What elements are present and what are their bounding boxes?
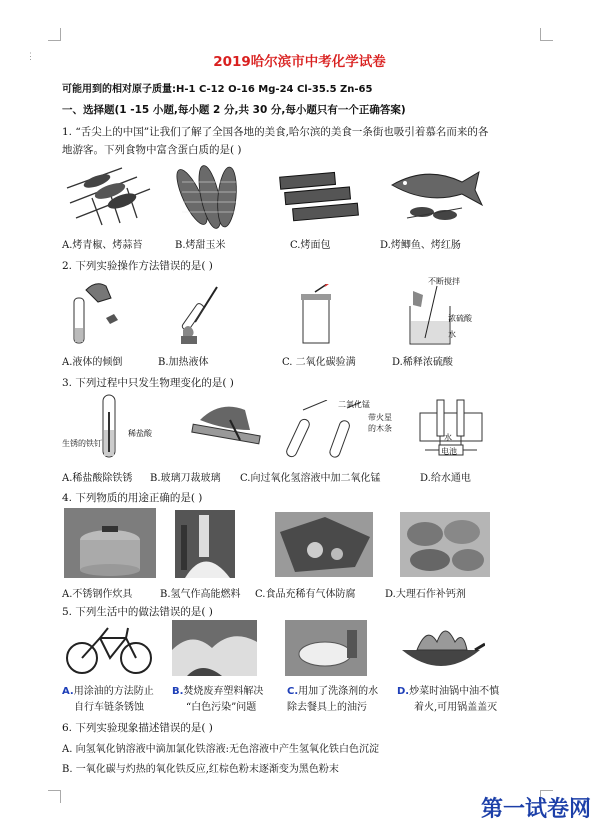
q5-option-c-text1: 用加了洗涤剂的水 <box>298 686 379 697</box>
mno2-label: 二氧化锰 <box>338 400 370 409</box>
fish-sausage-image <box>387 160 487 230</box>
wok-fire-image <box>397 620 485 678</box>
splint-label-2: 的木条 <box>368 424 392 433</box>
q6-stem: 6. 下列实验现象描述错误的是( ) <box>62 722 213 734</box>
q1-stem-line2: 地游客。下列食物中富含蛋白质的是( ) <box>62 144 242 156</box>
q5-option-d-line1 <box>397 682 499 697</box>
q5-option-b-text1: 焚烧废弃塑料解决 <box>183 686 264 697</box>
corn-image <box>172 162 247 232</box>
crop-mark-top-left <box>48 28 61 41</box>
crop-mark-bottom-left <box>48 790 61 803</box>
q4-option-b: B.氢气作高能燃料 <box>160 589 241 600</box>
q5-option-b-letter: B. <box>172 686 184 697</box>
q5-option-a-letter: A. <box>62 686 74 697</box>
splint-label-1: 带火星 <box>368 413 392 422</box>
q2-option-b: B.加热液体 <box>158 357 209 368</box>
marble-image <box>400 512 490 577</box>
q5-option-d-letter: D. <box>397 686 410 697</box>
q5-option-d-line2: 着火,可用锅盖盖灭 <box>414 702 498 713</box>
q1-option-c: C.烤面包 <box>290 240 331 251</box>
margin-dots: ⋮ <box>26 52 35 62</box>
q3-option-a: A.稀盐酸除铁锈 <box>62 473 133 484</box>
watermark-logo: 第一试卷网 <box>480 797 591 822</box>
q4-stem: 4. 下列物质的用途正确的是( ) <box>62 492 203 504</box>
battery-label: 电池 <box>441 447 457 456</box>
q1-option-d: D.烤鲫鱼、烤红肠 <box>380 240 461 251</box>
detergent-dishes-image <box>285 620 367 676</box>
q5-option-b-line1 <box>172 682 263 697</box>
q2-option-a: A.液体的倾倒 <box>62 357 123 368</box>
q2-option-d: D.稀释浓硫酸 <box>392 357 453 368</box>
q2-stem: 2. 下列实验操作方法错误的是( ) <box>62 260 213 272</box>
q3-option-d: D.给水通电 <box>420 473 471 484</box>
q5-stem: 5. 下列生活中的做法错误的是( ) <box>62 606 213 618</box>
burning-plastic-image <box>172 620 257 676</box>
co2-collection-image <box>295 284 340 346</box>
q5-option-d-text1: 炒菜时油锅中油不慎 <box>409 686 500 697</box>
packaged-food-image <box>275 512 373 577</box>
q5-option-a-line2: 自行车链条锈蚀 <box>74 702 144 713</box>
q3-option-c: C.向过氧化氢溶液中加二氧化锰 <box>240 473 381 484</box>
q4-option-d: D.大理石作补钙剂 <box>385 589 466 600</box>
water-tank-label: 水 <box>444 433 452 442</box>
pressure-cooker-image <box>64 508 156 578</box>
q4-option-c: C.食品充稀有气体防腐 <box>255 589 356 600</box>
crop-mark-top-right <box>540 28 553 41</box>
q5-option-c-line2: 除去餐具上的油污 <box>287 702 367 713</box>
water-label: 水 <box>448 330 456 339</box>
q3-option-b: B.玻璃刀裁玻璃 <box>150 473 221 484</box>
q1-option-b: B.烤甜玉米 <box>175 240 226 251</box>
skewer-vegetables-image <box>62 163 157 231</box>
q4-option-a: A.不锈钢作炊具 <box>62 589 133 600</box>
q6-option-b: B. 一氧化碳与灼热的氧化铁反应,红棕色粉末逐渐变为黑色粉末 <box>62 764 339 775</box>
q5-option-a-text1: 用涂油的方法防止 <box>73 686 154 697</box>
q5-option-c-line1 <box>287 682 378 697</box>
rocket-launch-image <box>175 510 235 578</box>
rusty-nail-tube-image <box>95 392 125 462</box>
pouring-liquid-image <box>66 278 121 348</box>
glass-cutter-image <box>190 400 262 450</box>
atomic-masses: 可能用到的相对原子质量:H-1 C-12 O-16 Mg-24 Cl-35.5 Zn-65 <box>62 84 373 95</box>
bread-image <box>275 170 365 225</box>
hcl-label: 稀盐酸 <box>128 429 152 438</box>
q5-option-a-line1 <box>62 682 154 697</box>
q1-stem-line1: 1. “舌尖上的中国”让我们了解了全国各地的美食,哈尔滨的美食一条街也吸引着慕名而来的各 <box>62 126 489 138</box>
q5-option-b-line2: “白色污染”问题 <box>186 702 257 713</box>
page-title: 2019哈尔滨市中考化学试卷 <box>213 54 386 70</box>
q2-option-c: C. 二氧化碳验满 <box>282 357 356 368</box>
q1-option-a: A.烤青椒、烤蒜苔 <box>62 240 143 251</box>
q5-option-c-letter: C. <box>287 686 299 697</box>
q3-stem: 3. 下列过程中只发生物理变化的是( ) <box>62 377 234 389</box>
heating-liquid-image <box>175 282 225 347</box>
stir-label: 不断搅拌 <box>428 277 460 286</box>
bicycle-image <box>64 620 154 676</box>
acid-label: 浓硫酸 <box>448 314 472 323</box>
q6-option-a: A. 向氢氧化钠溶液中滴加氯化铁溶液:无色溶液中产生氢氧化铁白色沉淀 <box>62 744 379 755</box>
nail-label: 生锈的铁钉 <box>62 439 102 448</box>
section-heading: 一、选择题(1 -15 小题,每小题 2 分,共 30 分,每小题只有一个正确答案) <box>62 104 406 116</box>
